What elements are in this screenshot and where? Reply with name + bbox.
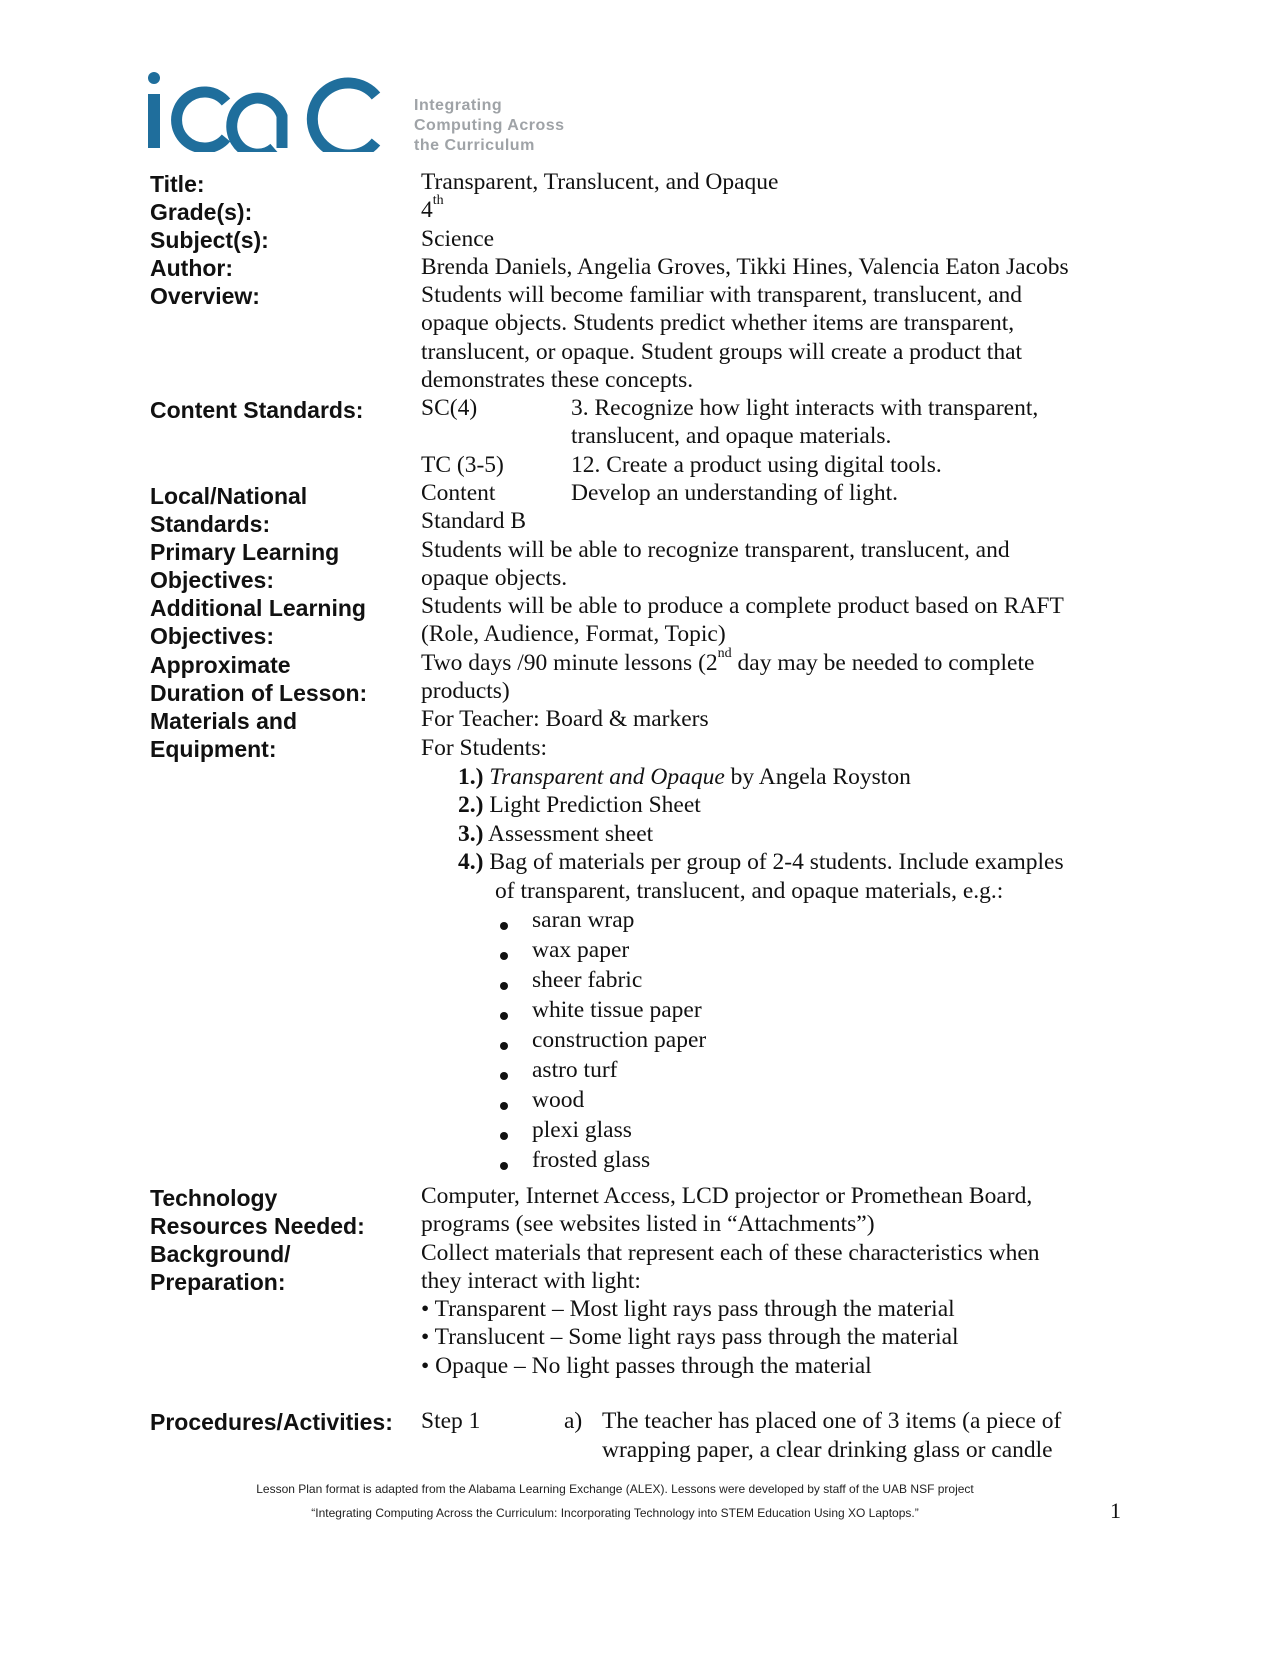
label-background-2: Preparation:: [150, 1269, 286, 1295]
bag-item: white tissue paper: [532, 997, 702, 1023]
bullet-icon: [500, 1132, 508, 1140]
bag-item: wood: [532, 1087, 585, 1113]
label-subjects: Subject(s):: [150, 227, 269, 253]
label-duration: Approximate: [150, 652, 291, 678]
standard-text: 12. Create a product using digital tools.: [571, 452, 942, 478]
background-line: • Opaque – No light passes through the material: [421, 1353, 872, 1379]
label-content-standards: Content Standards:: [150, 397, 364, 423]
label-procedures: Procedures/Activities:: [150, 1409, 393, 1435]
technology-line: Computer, Internet Access, LCD projector or Promethean Board,: [421, 1183, 1033, 1209]
grade-number: 4: [421, 197, 433, 223]
overview-line: Students will become familiar with transparent, translucent, and: [421, 282, 1023, 308]
label-materials-2: Equipment:: [150, 736, 277, 762]
duration-sup: nd: [717, 646, 732, 662]
materials-teacher: For Teacher: Board & markers: [421, 706, 709, 732]
standard-code: TC (3-5): [421, 452, 504, 478]
label-additional-2: Objectives:: [150, 623, 274, 649]
label-author: Author:: [150, 255, 234, 281]
label-additional: Additional Learning: [150, 595, 366, 621]
item-text: Assessment sheet: [488, 821, 654, 847]
label-materials: Materials and: [150, 708, 297, 734]
label-title: Title:: [150, 171, 205, 197]
primary-line: opaque objects.: [421, 565, 568, 591]
item-text: by Angela Royston: [724, 764, 911, 790]
duration-line: [421, 646, 1035, 678]
label-technology-2: Resources Needed:: [150, 1213, 365, 1239]
overview-line: demonstrates these concepts.: [421, 367, 694, 393]
label-grades: Grade(s):: [150, 199, 253, 225]
label-primary-2: Objectives:: [150, 567, 274, 593]
local-code: Content: [421, 480, 496, 506]
value-grade: [421, 193, 444, 225]
book-title: Transparent and Opaque: [489, 764, 725, 790]
materials-students: For Students:: [421, 735, 548, 761]
grade-suffix: th: [432, 193, 444, 209]
duration-text: Two days /90 minute lessons (2: [421, 650, 718, 676]
item-text: Bag of materials per group of 2-4 students. Include examples: [489, 849, 1064, 875]
student-item: [458, 820, 653, 849]
background-line: • Transparent – Most light rays pass through the material: [421, 1296, 955, 1322]
page-number: 1: [1110, 1498, 1121, 1523]
icac-logo: [148, 72, 398, 157]
technology-line: programs (see websites listed in “Attachments”): [421, 1211, 875, 1237]
bullet-icon: [500, 922, 508, 930]
footer-line: Lesson Plan format is adapted from the Alabama Learning Exchange (ALEX). Lessons were developed by staff of the UAB NSF project: [256, 1482, 974, 1496]
label-technology: Technology: [150, 1185, 278, 1211]
local-code: Standard B: [421, 508, 527, 534]
label-local-national-2: Standards:: [150, 511, 271, 537]
value-author: Brenda Daniels, Angelia Groves, Tikki Hines, Valencia Eaton Jacobs: [421, 254, 1069, 280]
bag-item: plexi glass: [532, 1117, 632, 1143]
background-line: Collect materials that represent each of these characteristics when: [421, 1240, 1040, 1266]
label-background: Background/: [150, 1241, 291, 1267]
background-line: • Translucent – Some light rays pass through the material: [421, 1324, 959, 1350]
label-primary: Primary Learning: [150, 539, 340, 565]
logo-tagline-line: Computing Across: [414, 117, 565, 134]
item-number: 1.): [458, 764, 484, 790]
student-item-continued: of transparent, translucent, and opaque materials, e.g.:: [495, 878, 1004, 904]
additional-line: Students will be able to produce a complete product based on RAFT: [421, 593, 1064, 619]
logo-tagline-line: Integrating: [414, 97, 503, 114]
standard-code: SC(4): [421, 395, 478, 421]
item-number: 2.): [458, 792, 484, 818]
bag-item: astro turf: [532, 1057, 618, 1083]
procedure-text: wrapping paper, a clear drinking glass or candle: [602, 1437, 1053, 1463]
procedure-letter: a): [564, 1408, 583, 1434]
logo-tagline-line: the Curriculum: [414, 137, 535, 154]
bullet-icon: [500, 1072, 508, 1080]
value-subject: Science: [421, 226, 495, 252]
item-number: 3.): [458, 821, 484, 847]
icac-wordmark-graphic: [148, 72, 398, 152]
bullet-icon: [500, 1042, 508, 1050]
procedure-step: Step 1: [421, 1408, 481, 1434]
duration-text-2: day may be needed to complete: [731, 650, 1035, 676]
footer-line: “Integrating Computing Across the Curriculum: Incorporating Technology into STEM Education Using XO Laptops.”: [311, 1506, 919, 1520]
bullet-icon: [500, 952, 508, 960]
additional-line: (Role, Audience, Format, Topic): [421, 621, 726, 647]
bullet-icon: [500, 1012, 508, 1020]
bag-item: saran wrap: [532, 907, 635, 933]
local-text: Develop an understanding of light.: [571, 480, 898, 506]
student-item: [458, 791, 701, 820]
bag-item: frosted glass: [532, 1147, 651, 1173]
bullet-icon: [500, 1102, 508, 1110]
student-item: [458, 848, 1064, 877]
item-number: 4.): [458, 849, 484, 875]
label-duration-2: Duration of Lesson:: [150, 680, 368, 706]
standard-text: 3. Recognize how light interacts with transparent,: [571, 395, 1039, 421]
bag-item: sheer fabric: [532, 967, 643, 993]
label-local-national: Local/National: [150, 483, 308, 509]
logo-tagline: [414, 96, 565, 156]
primary-line: Students will be able to recognize transparent, translucent, and: [421, 537, 1010, 563]
standard-text: translucent, and opaque materials.: [571, 423, 892, 449]
item-text: Light Prediction Sheet: [489, 792, 701, 818]
background-line: they interact with light:: [421, 1268, 641, 1294]
student-item: [458, 763, 911, 792]
value-title: Transparent, Translucent, and Opaque: [421, 169, 779, 195]
overview-line: translucent, or opaque. Student groups will create a product that: [421, 339, 1023, 365]
overview-line: opaque objects. Students predict whether items are transparent,: [421, 310, 1015, 336]
bullet-icon: [500, 1162, 508, 1170]
label-overview: Overview:: [150, 283, 260, 309]
duration-line-2: products): [421, 678, 510, 704]
procedure-text: The teacher has placed one of 3 items (a piece of: [602, 1408, 1062, 1434]
bullet-icon: [500, 982, 508, 990]
bag-item: wax paper: [532, 937, 630, 963]
bag-item: construction paper: [532, 1027, 707, 1053]
